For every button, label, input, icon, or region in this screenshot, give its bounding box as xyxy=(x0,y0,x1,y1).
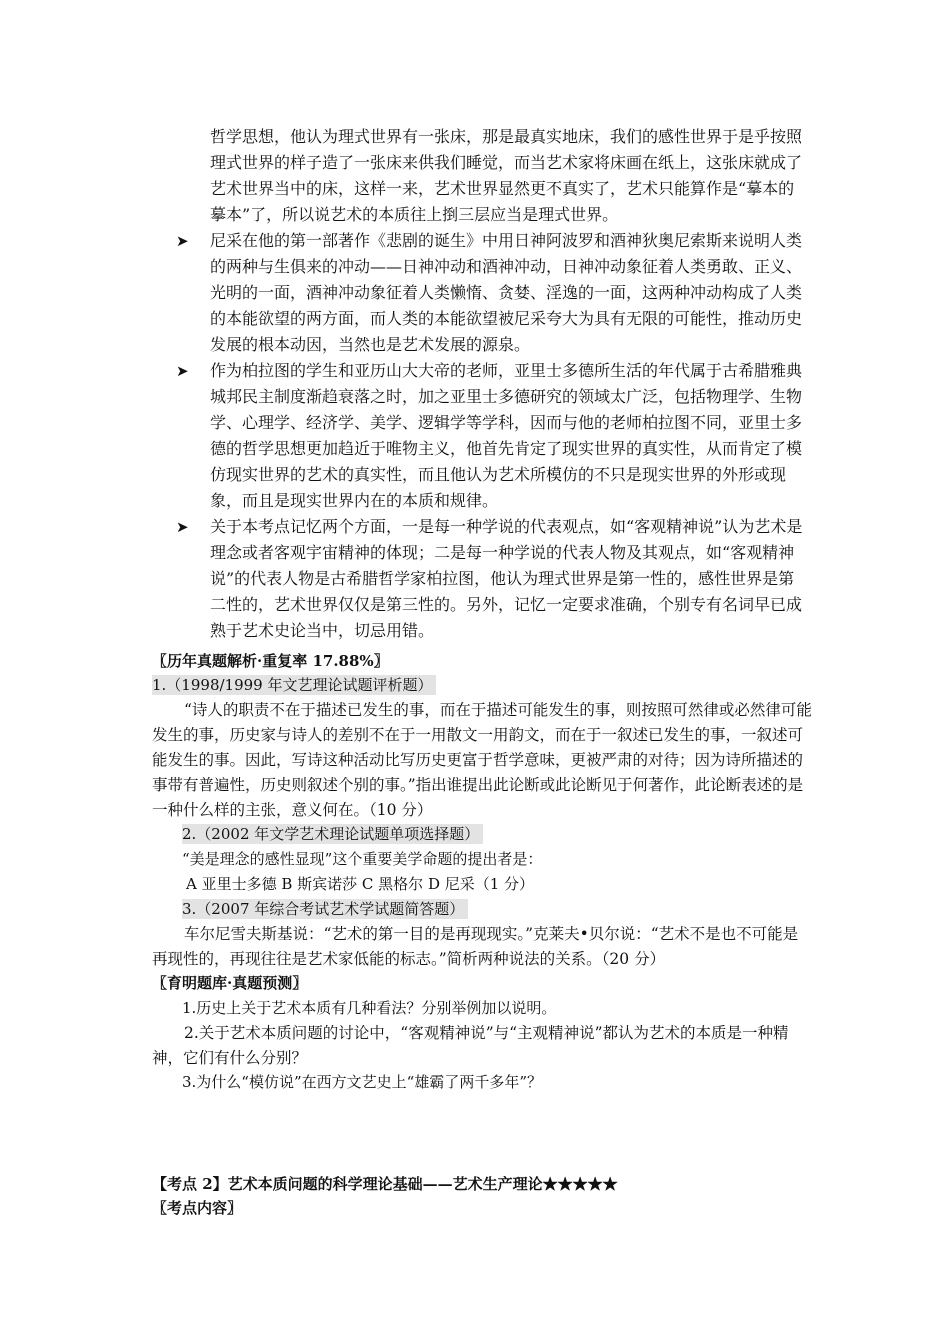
predict-question-2: 2.关于艺术本质问题的讨论中，“客观精神说”与“主观精神说”都认为艺术的本质是一种精神，它们有什么分别？ xyxy=(152,1024,789,1067)
question-3-source-label: 3.（2007 年综合考试艺术学试题简答题） xyxy=(182,899,468,919)
intro-paragraph: 哲学思想，他认为理式世界有一张床，那是最真实地床，我们的感性世界于是乎按照理式世界的样子造了一张床来供我们睡觉，而当艺术家将床画在纸上，这张床就成了艺术世界当中的床，这样一来，艺术世界显然更不真实了，艺术只能算作是“摹本的摹本”了，所以说艺术的本质往上捯三层应当是理式世界。 xyxy=(210,127,803,224)
question-1-source xyxy=(152,674,436,696)
question-2-options: A 亚里士多德 B 斯宾诺莎 C 黑格尔 D 尼采（1 分） xyxy=(186,875,535,893)
kaodian-2-title: 【考点 2】艺术本质问题的科学理论基础——艺术生产理论★★★★★ xyxy=(152,1175,618,1193)
section-heading-past-exams: 〖历年真题解析·重复率 17.88%〗 xyxy=(152,652,389,670)
question-3-source xyxy=(182,898,468,920)
bullet-text: 关于本考点记忆两个方面，一是每一种学说的代表观点，如“客观精神说”认为艺术是理念或者客观宇宙精神的体现；二是每一种学说的代表人物及其观点，如“客观精神说”的代表人物是古希腊哲学家柏拉图，他认为理式世界是第一性的，感性世界是第二性的，艺术世界仅仅是第三性的。另外，记忆一定要求准确，个别专有名词早已成熟于艺术史论当中，切忌用错。 xyxy=(210,517,803,640)
bullet-item-aristotle xyxy=(176,358,816,514)
question-2-text: “美是理念的感性显现”这个重要美学命题的提出者是： xyxy=(182,850,543,868)
question-2-source-label: 2.（2002 年文学艺术理论试题单项选择题） xyxy=(182,824,483,844)
kaodian-content-heading: 〖考点内容〗 xyxy=(152,1199,243,1217)
predict-question-3: 3.为什么“模仿说”在西方文艺史上“雄霸了两千多年”？ xyxy=(182,1073,542,1091)
section-heading-predict: 〖育明题库·真题预测〗 xyxy=(152,974,308,992)
bullet-list xyxy=(176,228,816,644)
bullet-item-nietzsche xyxy=(176,228,816,358)
bullet-text: 尼采在他的第一部著作《悲剧的诞生》中用日神阿波罗和酒神狄奥尼索斯来说明人类的两种与生俱来的冲动——日神冲动和酒神冲动，日神冲动象征着人类勇敢、正义、光明的一面，酒神冲动象征着人类懒惰、贪婪、淫逸的一面，这两种冲动构成了人类的本能欲望的两方面，而人类的本能欲望被尼采夸大为具有无限的可能性，推动历史发展的根本动因，当然也是艺术发展的源泉。 xyxy=(210,231,803,354)
question-3-text: 车尔尼雪夫斯基说：“艺术的第一目的是再现现实。”克莱夫•贝尔说：“艺术不是也不可能是再现性的，再现往往是艺术家低能的标志。”简析两种说法的关系。（20 分） xyxy=(152,925,799,968)
question-2-source xyxy=(182,823,483,845)
question-1-source-label: 1.（1998/1999 年文艺理论试题评析题） xyxy=(152,675,436,695)
arrow-bullet-icon: ➤ xyxy=(176,232,189,250)
bullet-text: 作为柏拉图的学生和亚历山大大帝的老师，亚里士多德所生活的年代属于古希腊雅典城邦民主制度渐趋衰落之时，加之亚里士多德研究的领域太广泛，包括物理学、生物学、心理学、经济学、美学、逻辑学等学科，因而与他的老师柏拉图不同，亚里士多德的哲学思想更加趋近于唯物主义，他首先肯定了现实世界的真实性，从而肯定了模仿现实世界的艺术的真实性，而且他认为艺术所模仿的不只是现实世界的外形或现象，而且是现实世界内在的本质和规律。 xyxy=(210,361,803,510)
question-1-text: “诗人的职责不在于描述已发生的事，而在于描述可能发生的事，则按照可然律或必然律可能发生的事，历史家与诗人的差别不在于一用散文一用韵文，而在于一叙述已发生的事，一叙述可能发生的事。因此，写诗这种活动比写历史更富于哲学意味，更被严肃的对待；因为诗所描述的事带有普遍性，历史则叙述个别的事。”指出谁提出此论断或此论断见于何著作，此论断表述的是一种什么样的主张，意义何在。（10 分） xyxy=(152,701,812,819)
arrow-bullet-icon: ➤ xyxy=(176,362,189,380)
predict-question-1: 1.历史上关于艺术本质有几种看法？分别举例加以说明。 xyxy=(182,999,557,1017)
bullet-item-memory-tip xyxy=(176,514,816,644)
arrow-bullet-icon: ➤ xyxy=(176,518,189,536)
